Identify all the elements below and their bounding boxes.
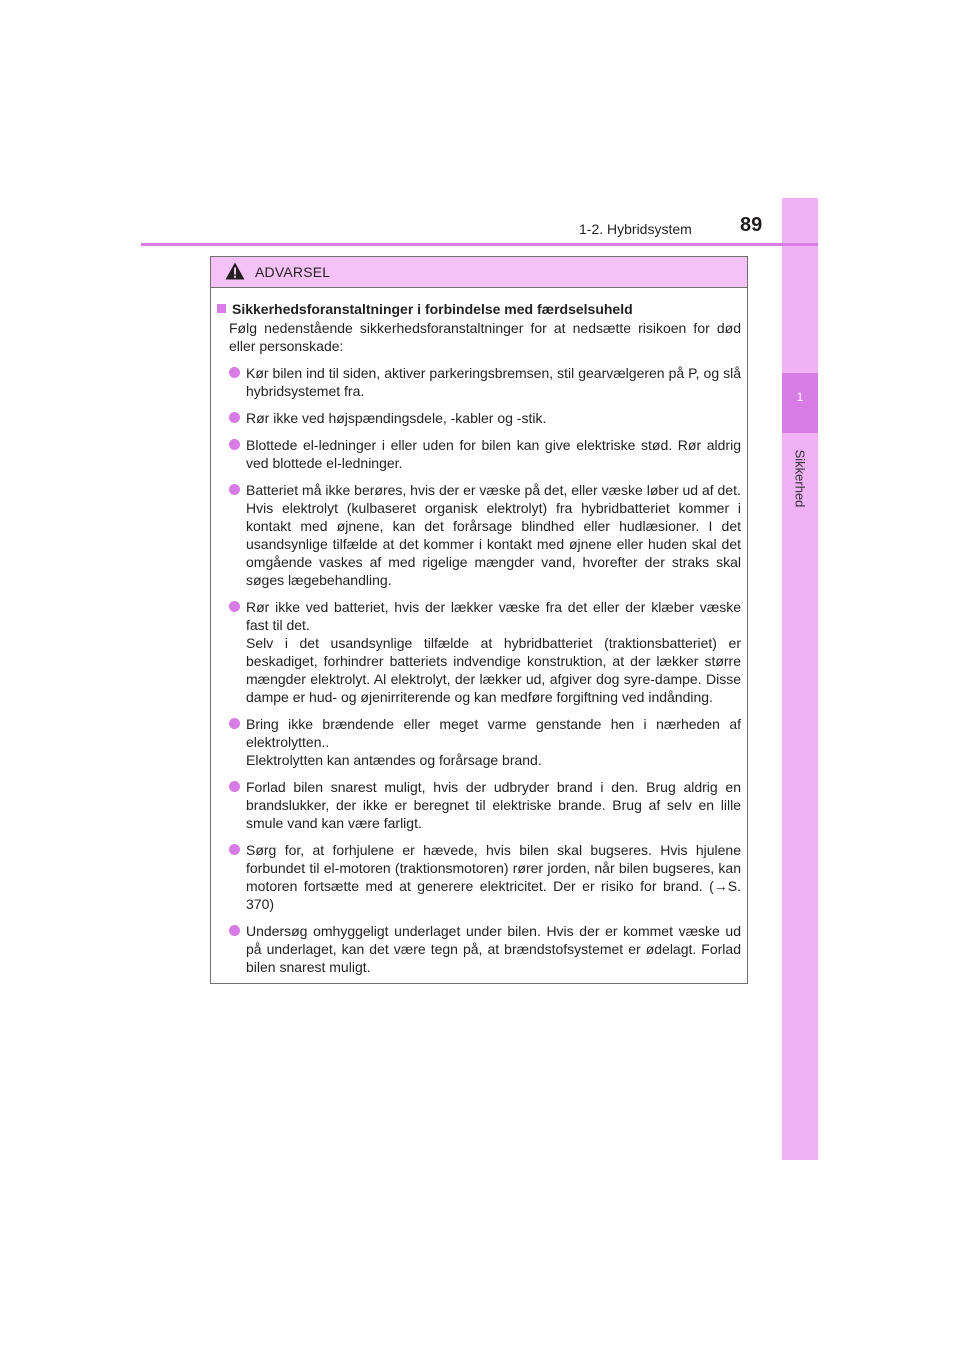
list-item-text: Forlad bilen snarest muligt, hvis der udbryder brand i den. Brug aldrig en brandslukker, der ikke er beregnet til elektriske brande. Brug af selv en lille smule vand kan være farligt.: [246, 779, 741, 831]
bullet-dot-icon: [229, 439, 240, 450]
list-item-text: Rør ikke ved højspændingsdele, -kabler og -stik.: [246, 410, 547, 426]
square-bullet-icon: [217, 304, 226, 313]
chapter-label: Sikkerhed: [792, 449, 808, 508]
list-item: [229, 715, 741, 769]
bullet-dot-icon: [229, 367, 240, 378]
list-item: [229, 922, 741, 976]
list-item: [229, 481, 741, 589]
list-item: [229, 436, 741, 472]
list-item-text: Undersøg omhyggeligt underlaget under bilen. Hvis der er kommet væske ud på underlaget, kan det være tegn på, at brændstofsystemet er ødelagt. Forlad bilen snarest muligt.: [246, 923, 741, 975]
list-item-text: Batteriet må ikke berøres, hvis der er væske på det, eller væske løber ud af det.: [246, 482, 741, 498]
page-number: 89: [740, 214, 763, 236]
chapter-side-tab: [782, 198, 818, 1160]
list-item-detail: Elektrolytten kan antændes og forårsage brand.: [246, 752, 542, 768]
warning-box: [210, 256, 748, 984]
warning-triangle-icon: [225, 262, 245, 280]
bullet-dot-icon: [229, 781, 240, 792]
bullet-dot-icon: [229, 844, 240, 855]
list-item-text: Blottede el-ledninger i eller uden for bilen kan give elektriske stød. Rør aldrig ved blottede el-ledninger.: [246, 437, 741, 471]
bullet-dot-icon: [229, 718, 240, 729]
warning-subheading-text: Sikkerhedsforanstaltninger i forbindelse med færdselsuheld: [232, 301, 633, 317]
bullet-dot-icon: [229, 601, 240, 612]
bullet-dot-icon: [229, 925, 240, 936]
warning-header: [211, 257, 747, 288]
bullet-dot-icon: [229, 484, 240, 495]
chapter-number: 1: [796, 390, 804, 404]
warning-body: [211, 288, 747, 976]
list-item: [229, 841, 741, 913]
list-item-detail: Hvis elektrolyt (kulbaseret organisk elektrolyt) fra hybridbatteriet kommer i kontakt med øjnene, kan det forårsage blindhed eller hudlæsioner. I det usandsynlige tilfælde at det kommer i kontakt med øjnene eller huden skal det omgående vaskes af med rigelige mængder vand, hvorefter der straks skal søges lægebehandling.: [246, 500, 741, 588]
list-item-text: Rør ikke ved batteriet, hvis der lækker væske fra det eller der klæber væske fast til det.: [246, 599, 741, 633]
list-item-text: Kør bilen ind til siden, aktiver parkeringsbremsen, stil gearvælgeren på P, og slå hybridsystemet fra.: [246, 365, 741, 399]
warning-title: ADVARSEL: [255, 264, 331, 280]
list-item: [229, 409, 741, 427]
list-item: [229, 364, 741, 400]
section-title: 1-2. Hybridsystem: [579, 221, 692, 237]
header-rule: [141, 243, 818, 246]
list-item-text: Bring ikke brændende eller meget varme genstande hen i nærheden af elektrolytten..: [246, 716, 741, 750]
bullet-dot-icon: [229, 412, 240, 423]
list-item-detail: Selv i det usandsynlige tilfælde at hybridbatteriet (traktionsbatteriet) er beskadiget, forhindrer batteriets indvendige konstruktion, at der lækker større mængder elektrolyt. Al elektrolyt, der lækker ud, afgiver dog syre-dampe. Disse dampe er hud- og øjenirriterende og kan medføre forgiftning ved indånding.: [246, 635, 741, 705]
warning-subheading: [217, 300, 741, 318]
list-item-text: Sørg for, at forhjulene er hævede, hvis bilen skal bugseres. Hvis hjulene forbundet til el-motoren (traktionsmotoren) rører jorden, når bilen bugseres, kan motoren fortsætte med at generere elektricitet. Der er risiko for brand. (→S. 370): [246, 842, 741, 912]
list-item: [229, 778, 741, 832]
warning-intro: Følg nedenstående sikkerhedsforanstaltninger for at nedsætte risikoen for død eller personskade:: [229, 320, 741, 354]
list-item: [229, 598, 741, 706]
